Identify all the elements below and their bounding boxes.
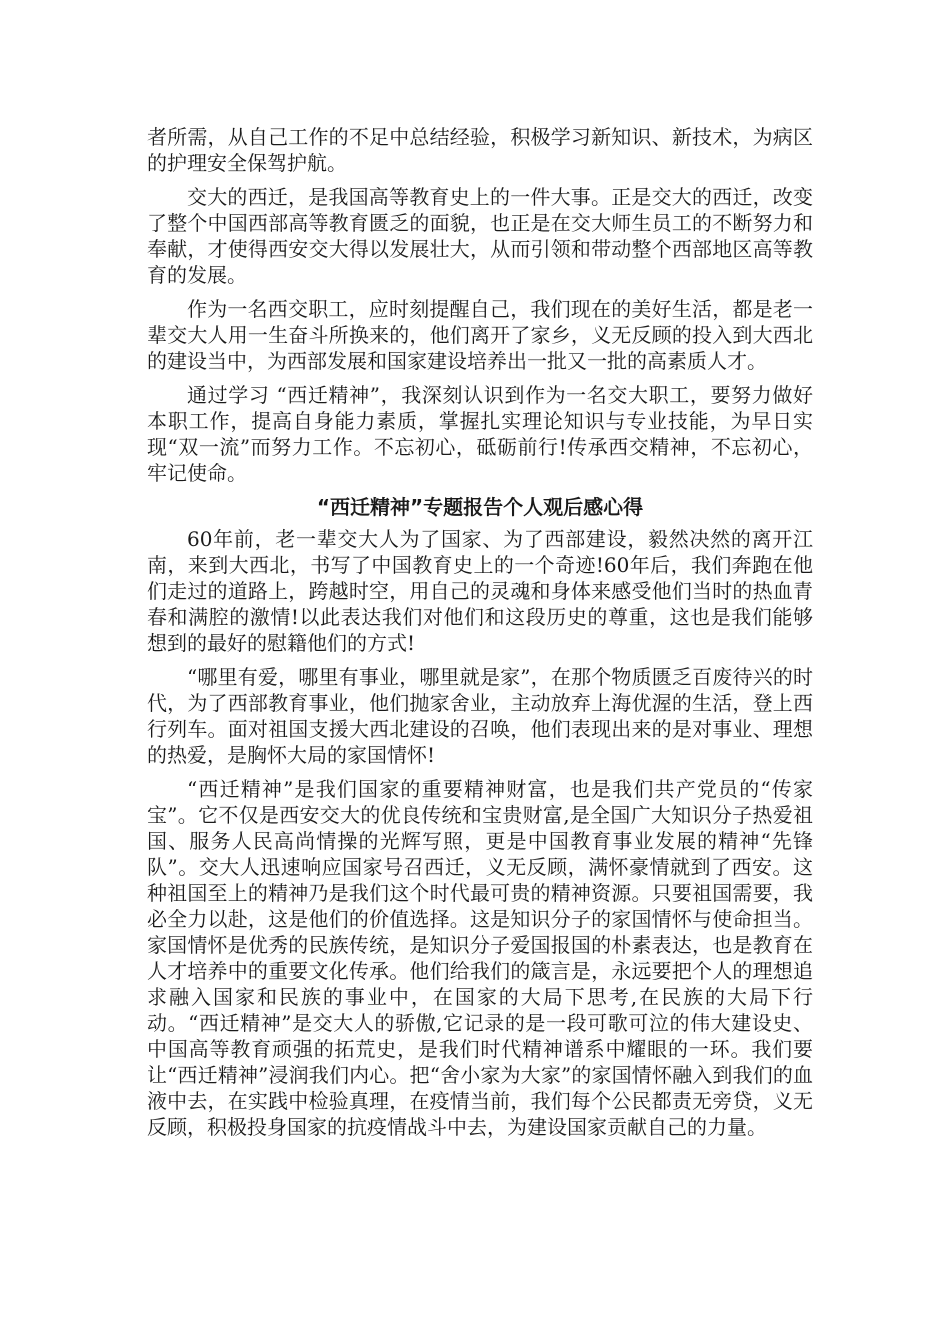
section-heading: “西迁精神”专题报告个人观后感心得 bbox=[316, 495, 644, 519]
paragraph-study-conclusion: 通过学习 “西迁精神”，我深刻认识到作为一名交大职工，要努力做好本职工作，提高自身能力素质，掌握扎实理论知识与专业技能，为早日实现“双一流”而努力工作。不忘初心，砥砺前行!传承西交精神，不忘初心，牢记使命。 bbox=[147, 383, 813, 485]
paragraph-sixty-years: 60年前，老一辈交大人为了国家、为了西部建设，毅然决然的离开江南，来到大西北，书写了中国教育史上的一个奇迹!60年后，我们奔跑在他们走过的道路上，跨越时空，用自己的灵魂和身体来感受他们当时的热血青春和满腔的激情!以此表达我们对他们和这段历史的尊重，这也是我们能够想到的最好的慰籍他们的方式! bbox=[147, 527, 813, 655]
paragraph-continued: 者所需，从自己工作的不足中总结经验，积极学习新知识、新技术，为病区的护理安全保驾护航。 bbox=[147, 125, 813, 175]
document-page bbox=[147, 124, 813, 1148]
paragraph-staff-reflection: 作为一名西交职工，应时刻提醒自己，我们现在的美好生活，都是老一辈交大人用一生奋斗所换来的，他们离开了家乡，义无反顾的投入到大西北的建设当中，为西部发展和国家建设培养出一批又一批的高素质人才。 bbox=[147, 297, 813, 373]
paragraph-home-quote: “哪里有爱，哪里有事业，哪里就是家”，在那个物质匮乏百废待兴的时代，为了西部教育事业，他们抛家舍业，主动放弃上海优渥的生活，登上西行列车。面对祖国支援大西北建设的召唤，他们表现出来的是对事业、理想的热爱，是胸怀大局的家国情怀! bbox=[147, 665, 813, 767]
paragraph-xiqian-event: 交大的西迁，是我国高等教育史上的一件大事。正是交大的西迁，改变了整个中国西部高等教育匮乏的面貌，也正是在交大师生员工的不断努力和奉献，才使得西安交大得以发展壮大，从而引领和带动整个西部地区高等教育的发展。 bbox=[147, 185, 813, 287]
paragraph-spirit-wealth: “西迁精神”是我们国家的重要精神财富，也是我们共产党员的“传家宝”。它不仅是西安交大的优良传统和宝贵财富,是全国广大知识分子热爱祖国、服务人民高尚情操的光辉写照，更是中国教育事业发展的精神“先锋队”。交大人迅速响应国家号召西迁，义无反顾，满怀豪情就到了西安。这种祖国至上的精神乃是我们这个时代最可贵的精神资源。只要祖国需要，我必全力以赴，这是他们的价值选择。这是知识分子的家国情怀与使命担当。家国情怀是优秀的民族传统，是知识分子爱国报国的朴素表达，也是教育在人才培养中的重要文化传承。他们给我们的箴言是，永远要把个人的理想追求融入国家和民族的事业中，在国家的大局下思考,在民族的大局下行动。“西迁精神”是交大人的骄傲,它记录的是一段可歌可泣的伟大建设史、中国高等教育顽强的拓荒史，是我们时代精神谱系中耀眼的一环。我们要让“西迁精神”浸润我们内心。把“舍小家为大家”的家国情怀融入到我们的血液中去，在实践中检验真理，在疫情当前，我们每个公民都责无旁贷，义无反顾，积极投身国家的抗疫情战斗中去，为建设国家贡献自己的力量。 bbox=[147, 777, 813, 1139]
